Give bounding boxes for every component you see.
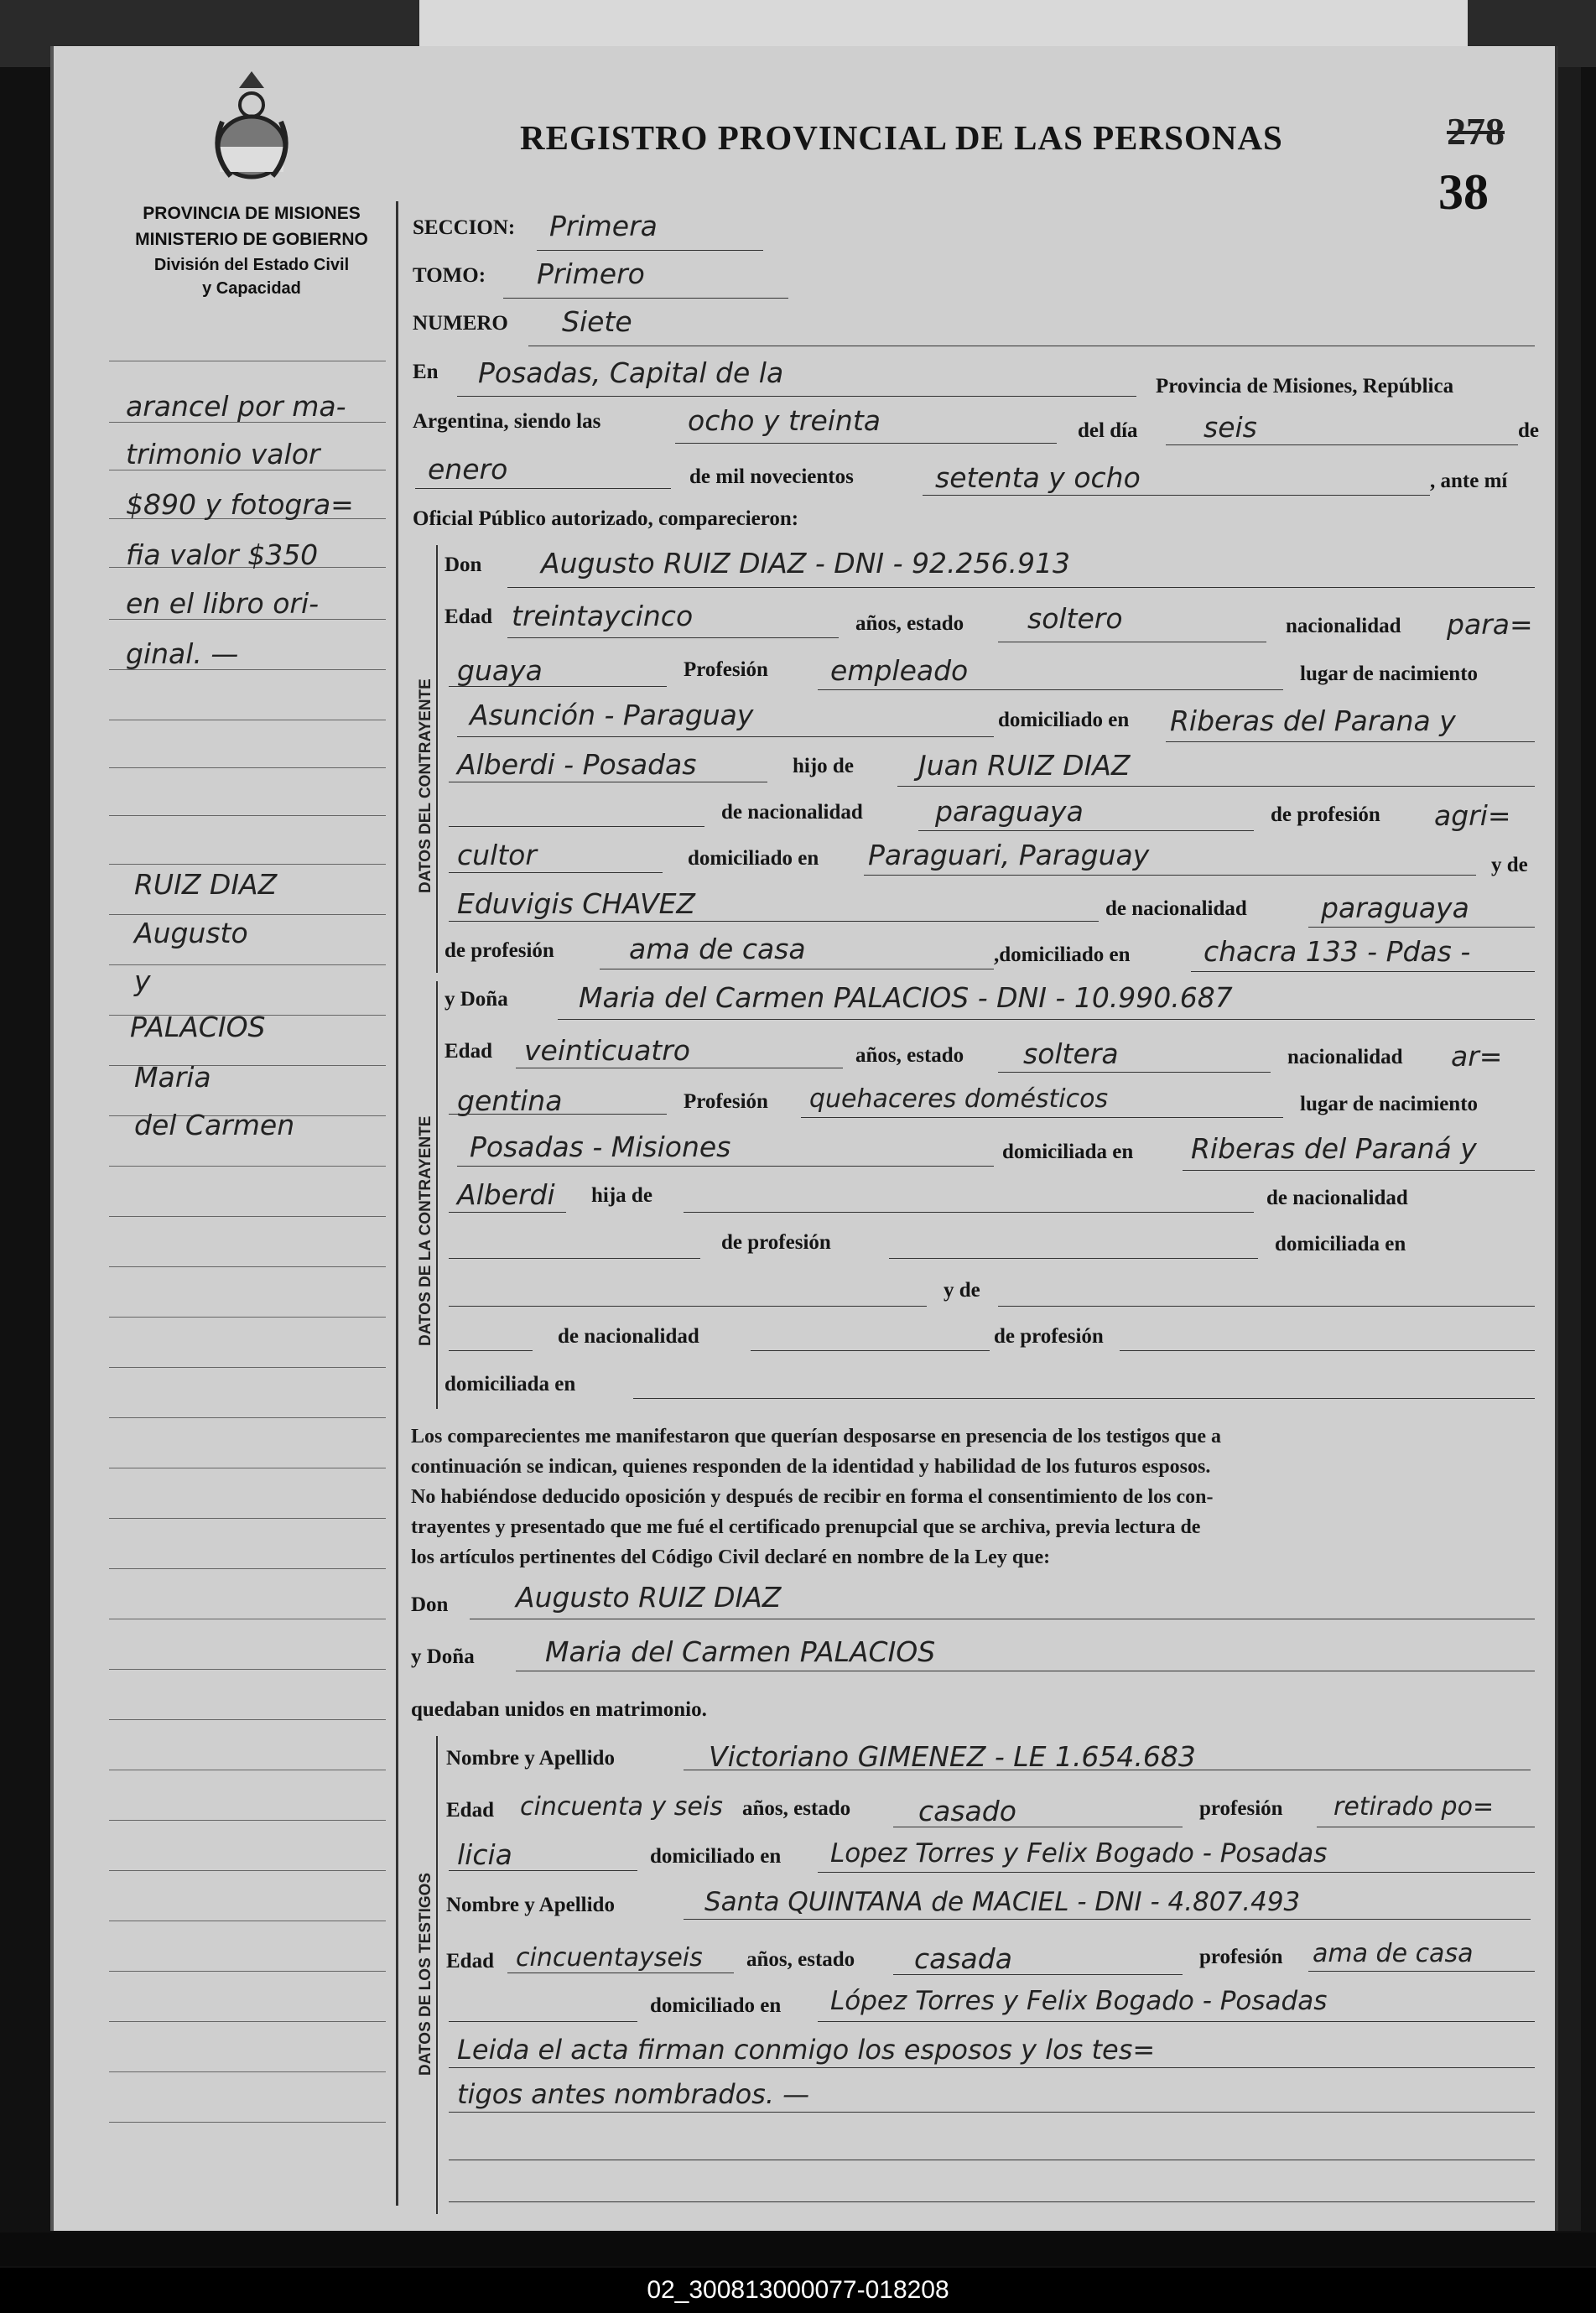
margin-divider: [396, 201, 398, 2206]
declaracion-line: continuación se indican, quienes responden de la identidad y habilidad de los futuros esposos.: [411, 1456, 1211, 1478]
cierre-line-2: tigos antes nombrados. —: [457, 2078, 810, 2110]
coat-of-arms-icon: [205, 67, 298, 180]
contrayente2-lugar-nac: Posadas - Misiones: [470, 1131, 731, 1163]
de-nacionalidad-label-4: de nacionalidad: [558, 1325, 699, 1348]
unidos-label: quedaban unidos en matrimonio.: [411, 1698, 707, 1721]
madre-name: Eduvigis CHAVEZ: [457, 887, 696, 920]
declaracion-line: trayentes y presentado que me fué el certificado prenupcial que se archiva, previa lectura de: [411, 1516, 1201, 1538]
t1-estado-label: años, estado: [742, 1797, 851, 1820]
margin-note-line: $890 y fotogra=: [126, 488, 354, 521]
numero-value: Siete: [562, 305, 632, 338]
contrayente1-lugar-nac: Asunción - Paraguay: [470, 699, 754, 731]
org-division-2: y Capacidad: [202, 279, 301, 298]
oficial-label: Oficial Público autorizado, comparecieron:: [413, 507, 799, 530]
t1-profesion-b: licia: [457, 1838, 512, 1871]
t1-edad: cincuenta y seis: [520, 1792, 723, 1822]
don-label: Don: [444, 554, 482, 576]
bracket-testigos: [436, 1736, 438, 2214]
nacionalidad-label: nacionalidad: [1286, 615, 1401, 637]
domiciliado-label-2: domiciliado en: [688, 847, 819, 870]
argentina-label: Argentina, siendo las: [413, 410, 601, 433]
contrayente2-profesion: quehaceres domésticos: [809, 1084, 1109, 1114]
de-profesion-label-2: de profesión: [444, 939, 554, 962]
side-label-contrayente2: DATOS DE LA CONTRAYENTE: [417, 1115, 434, 1346]
t1-profesion-label: profesión: [1199, 1797, 1283, 1820]
padre-profesion-b: cultor: [457, 839, 537, 871]
de-profesion-label: de profesión: [1271, 803, 1380, 826]
padre-nacionalidad: paraguaya: [935, 795, 1084, 828]
contrayente1-domic-a: Riberas del Parana y: [1170, 704, 1456, 737]
provincia-label: Provincia de Misiones, República: [1156, 375, 1454, 398]
contrayente2-estado: soltera: [1023, 1037, 1119, 1070]
dia-value: seis: [1203, 411, 1257, 444]
hija-label: hija de: [591, 1184, 652, 1207]
decl-don-label: Don: [411, 1593, 449, 1616]
margin-name-line: y: [134, 964, 151, 997]
nacionalidad-label-2: nacionalidad: [1287, 1046, 1403, 1068]
domiciliada-label-2: domiciliada en: [1275, 1233, 1406, 1255]
org-province: PROVINCIA DE MISIONES: [143, 204, 361, 223]
mes-value: enero: [428, 453, 508, 486]
decl-dona-label: y Doña: [411, 1645, 475, 1668]
t2-edad: cincuentayseis: [516, 1943, 703, 1973]
hijo-label: hijo de: [793, 755, 854, 777]
t1-profesion-a: retirado po=: [1333, 1792, 1495, 1822]
lugar-value: Posadas, Capital de la: [478, 356, 784, 389]
t2-nombre: Santa QUINTANA de MACIEL - DNI - 4.807.493: [704, 1887, 1301, 1917]
declaracion-line: No habiéndose deducido oposición y después de recibir en forma el consentimiento de los con-: [411, 1486, 1214, 1508]
hora-value: ocho y treinta: [688, 404, 881, 437]
contrayente2-domic-a: Riberas del Paraná y: [1191, 1132, 1477, 1165]
dona-label: y Doña: [444, 988, 508, 1011]
contrayente2-nac-a: ar=: [1451, 1040, 1503, 1073]
edad-label-2: Edad: [444, 1040, 492, 1063]
seccion-value: Primera: [549, 210, 658, 242]
de-nacionalidad-label: de nacionalidad: [721, 801, 863, 824]
declaracion-line: los artículos pertinentes del Código Civil declaré en nombre de la Ley que:: [411, 1546, 1051, 1568]
margin-note-line: fia valor $350: [126, 538, 319, 571]
t2-domic-label: domiciliado en: [650, 1994, 782, 2017]
side-label-contrayente1: DATOS DEL CONTRAYENTE: [417, 678, 434, 893]
contrayente2-edad: veinticuatro: [524, 1034, 690, 1067]
page-title: REGISTRO PROVINCIAL DE LAS PERSONAS: [520, 118, 1283, 157]
de-label: de: [1518, 419, 1539, 442]
t2-profesion: ama de casa: [1313, 1939, 1474, 1968]
contrayente1-nac-a: para=: [1447, 608, 1533, 641]
cierre-line-1: Leida el acta firman conmigo los esposos y los tes=: [457, 2034, 1156, 2066]
padre-domicilio: Paraguari, Paraguay: [868, 839, 1150, 871]
tomo-value: Primero: [537, 257, 645, 290]
padre-profesion-a: agri=: [1434, 799, 1511, 832]
margin-name-line: Maria: [134, 1061, 211, 1094]
t1-domic-label: domiciliado en: [650, 1845, 782, 1868]
estado-label-2: años, estado: [855, 1044, 964, 1067]
padre-name: Juan RUIZ DIAZ: [918, 749, 1131, 782]
t1-nombre: Victoriano GIMENEZ - LE 1.654.683: [709, 1740, 1196, 1773]
domiciliada-label: domiciliada en: [1002, 1141, 1134, 1163]
de-mil-label: de mil novecientos: [689, 465, 854, 488]
seccion-label: SECCION:: [413, 216, 516, 239]
del-dia-label: del día: [1078, 419, 1138, 442]
t2-domicilio: López Torres y Felix Bogado - Posadas: [830, 1986, 1328, 2016]
contrayente1-edad: treintaycinco: [512, 600, 694, 632]
declaracion-line: Los comparecientes me manifestaron que querían desposarse en presencia de los testigos que a: [411, 1426, 1221, 1448]
folio-number: 38: [1438, 164, 1489, 220]
org-division: División del Estado Civil: [153, 256, 350, 274]
madre-profesion: ama de casa: [629, 933, 806, 965]
contrayente2-domic-b: Alberdi: [457, 1178, 555, 1211]
numero-label: NUMERO: [413, 312, 508, 335]
bracket-contrayente1: [436, 545, 438, 973]
lugar-nac-label-2: lugar de nacimiento: [1300, 1093, 1479, 1115]
t2-nombre-label: Nombre y Apellido: [446, 1894, 615, 1916]
margin-name-line: PALACIOS: [130, 1011, 266, 1043]
de-nacionalidad-label-2: de nacionalidad: [1105, 897, 1247, 920]
backdrop-next-page: [419, 0, 1468, 52]
bracket-contrayente2: [436, 981, 438, 1409]
decl-dona-name: Maria del Carmen PALACIOS: [545, 1635, 936, 1668]
domiciliado-label-3: ,domiciliado en: [994, 943, 1131, 966]
domiciliado-label: domiciliado en: [998, 709, 1130, 731]
madre-nacionalidad: paraguaya: [1321, 891, 1469, 924]
scan-caption: 02_300813000077-018208: [0, 2268, 1596, 2313]
profesion-label-2: Profesión: [684, 1090, 768, 1113]
folio-old: 278: [1447, 110, 1505, 153]
org-ministry: MINISTERIO DE GOBIERNO: [135, 230, 368, 249]
margin-note-line: arancel por ma-: [126, 390, 346, 423]
decl-don-name: Augusto RUIZ DIAZ: [516, 1581, 782, 1614]
tomo-label: TOMO:: [413, 264, 486, 287]
margin-name-line: RUIZ DIAZ: [134, 868, 278, 901]
t2-profesion-label: profesión: [1199, 1946, 1283, 1968]
anio-value: setenta y ocho: [935, 461, 1141, 494]
contrayente1-name: Augusto RUIZ DIAZ - DNI - 92.256.913: [541, 547, 1070, 580]
profesion-label: Profesión: [684, 658, 768, 681]
contrayente2-nac-b: gentina: [457, 1084, 563, 1117]
side-label-testigos: DATOS DE LOS TESTIGOS: [417, 1872, 434, 2076]
de-profesion-label-4: de profesión: [994, 1325, 1104, 1348]
contrayente1-domic-b: Alberdi - Posadas: [457, 748, 697, 781]
margin-name-line: Augusto: [134, 917, 248, 949]
contrayente1-estado: soltero: [1027, 602, 1123, 635]
lugar-nac-label: lugar de nacimiento: [1300, 663, 1479, 685]
t2-estado-label: años, estado: [746, 1948, 855, 1971]
de-profesion-label-3: de profesión: [721, 1231, 831, 1254]
t1-estado: casado: [918, 1795, 1016, 1827]
madre-domicilio: chacra 133 - Pdas -: [1203, 935, 1471, 968]
contrayente1-profesion: empleado: [830, 654, 969, 687]
y-de-label: y de: [1491, 854, 1528, 876]
edad-label: Edad: [444, 606, 492, 628]
margin-note-line: ginal. —: [126, 637, 239, 670]
t1-edad-label: Edad: [446, 1799, 494, 1822]
t2-edad-label: Edad: [446, 1950, 494, 1973]
margin-note-line: trimonio valor: [126, 438, 320, 470]
margin-name-line: del Carmen: [134, 1109, 295, 1141]
t2-estado: casada: [914, 1942, 1012, 1975]
contrayente2-name: Maria del Carmen PALACIOS - DNI - 10.990.687: [579, 981, 1233, 1014]
t1-domicilio: Lopez Torres y Felix Bogado - Posadas: [830, 1838, 1328, 1869]
book-bottom-edge: [0, 2232, 1596, 2266]
margin-note-line: en el libro ori-: [126, 587, 320, 620]
t1-nombre-label: Nombre y Apellido: [446, 1747, 615, 1770]
de-nacionalidad-label-3: de nacionalidad: [1266, 1187, 1408, 1209]
en-label: En: [413, 361, 439, 383]
y-de-label-2: y de: [944, 1279, 980, 1302]
domiciliada-label-3: domiciliada en: [444, 1373, 576, 1396]
ante-label: , ante mí: [1430, 470, 1508, 492]
estado-label: años, estado: [855, 612, 964, 635]
contrayente1-nac-b: guaya: [457, 654, 543, 687]
